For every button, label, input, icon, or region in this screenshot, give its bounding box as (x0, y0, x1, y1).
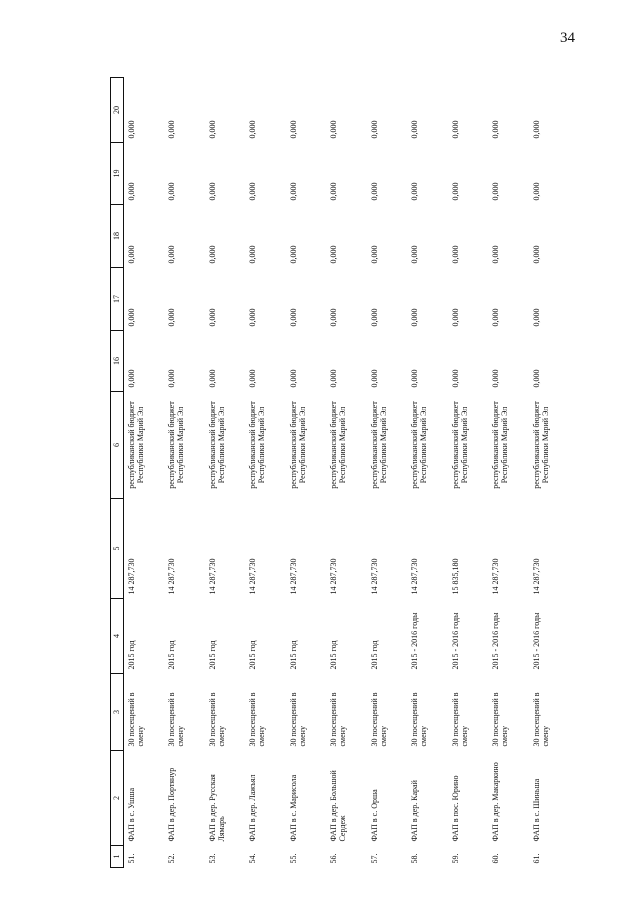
value-col-20: 0,000 (329, 120, 338, 139)
value-col-16: 0,000 (369, 369, 379, 388)
facility-name: ФАП в пос. Юрино (450, 775, 460, 842)
value-col-18: 0,000 (248, 245, 257, 264)
value-col-17: 0,000 (167, 308, 176, 327)
value-col-16: 0,000 (491, 369, 500, 388)
value-col-17: 0,000 (491, 308, 500, 327)
cost-cell: 14 287,730 (127, 558, 136, 595)
row-number: 54. (248, 853, 257, 864)
period-cell: 2015 год (288, 640, 298, 670)
rotated-table-wrapper (110, 78, 600, 868)
facility-name: ФАП в с. Ушша (127, 787, 136, 842)
value-col-19: 0,000 (450, 182, 460, 201)
row-number: 52. (167, 853, 176, 864)
row-number: 58. (410, 853, 419, 864)
value-col-16: 0,000 (248, 369, 257, 388)
value-col-20: 0,000 (207, 120, 217, 139)
facility-name: ФАП в с. Марисола (288, 774, 298, 842)
cost-cell: 14 287,730 (207, 558, 217, 595)
cost-cell: 14 287,730 (167, 558, 176, 595)
value-col-20: 0,000 (531, 120, 541, 139)
period-cell: 2015 - 2016 годы (491, 612, 500, 670)
table-row (407, 78, 448, 868)
header-cell: 17 (111, 268, 124, 331)
row-number: 53. (207, 853, 217, 864)
value-col-19: 0,000 (127, 182, 136, 201)
value-col-17: 0,000 (207, 308, 217, 327)
table-body (124, 78, 570, 868)
cost-cell: 14 287,730 (531, 558, 541, 595)
table-row (286, 78, 327, 868)
header-cell: 20 (111, 78, 124, 143)
value-col-20: 0,000 (491, 120, 500, 139)
header-cell: 16 (111, 331, 124, 392)
table-row (245, 78, 286, 868)
capacity-cell: 30 посещений в смену (450, 692, 469, 747)
header-cell: 4 (111, 599, 124, 674)
capacity-cell: 30 посещений в смену (329, 692, 348, 747)
table-row (164, 78, 205, 868)
page-number: 34 (560, 30, 575, 46)
value-col-16: 0,000 (410, 369, 419, 388)
value-col-19: 0,000 (410, 182, 419, 201)
value-col-20: 0,000 (288, 120, 298, 139)
capacity-cell: 30 посещений в смену (491, 692, 510, 747)
capacity-cell: 30 посещений в смену (288, 692, 307, 747)
header-cell: 5 (111, 499, 124, 599)
period-cell: 2015 год (329, 640, 338, 670)
funding-source-cell: республиканский бюджет Республики Марий Эл (329, 401, 348, 489)
period-cell: 2015 - 2016 годы (531, 612, 541, 670)
value-col-20: 0,000 (450, 120, 460, 139)
value-col-17: 0,000 (127, 308, 136, 327)
facility-name: ФАП в дер. Карай (410, 780, 419, 842)
value-col-18: 0,000 (167, 245, 176, 264)
funding-source-cell: республиканский бюджет Республики Марий Эл (288, 401, 307, 489)
capacity-cell: 30 посещений в смену (207, 692, 226, 747)
period-cell: 2015 - 2016 годы (410, 612, 419, 670)
value-col-17: 0,000 (248, 308, 257, 327)
table-row (448, 78, 489, 868)
value-col-19: 0,000 (207, 182, 217, 201)
value-col-18: 0,000 (207, 245, 217, 264)
funding-source-cell: республиканский бюджет Республики Марий Эл (410, 401, 429, 489)
period-cell: 2015 год (207, 640, 217, 670)
facility-name: ФАП в дер. Русская Лямарь (207, 774, 226, 842)
funding-source-cell: республиканский бюджет Республики Марий Эл (531, 401, 550, 489)
funding-source-cell: республиканский бюджет Республики Марий Эл (127, 401, 146, 489)
period-cell: 2015 год (369, 640, 379, 670)
value-col-19: 0,000 (369, 182, 379, 201)
header-cell: 2 (111, 751, 124, 846)
value-col-19: 0,000 (248, 182, 257, 201)
period-cell: 2015 - 2016 годы (450, 612, 460, 670)
value-col-17: 0,000 (531, 308, 541, 327)
value-col-16: 0,000 (450, 369, 460, 388)
cost-cell: 14 287,730 (329, 558, 338, 595)
table-row (124, 78, 165, 868)
cost-cell: 15 835,180 (450, 558, 460, 595)
value-col-17: 0,000 (450, 308, 460, 327)
header-cell: 6 (111, 392, 124, 499)
capacity-cell: 30 посещений в смену (127, 692, 146, 747)
funding-source-cell: республиканский бюджет Республики Марий Эл (167, 401, 186, 489)
value-col-19: 0,000 (491, 182, 500, 201)
value-col-17: 0,000 (329, 308, 338, 327)
row-number: 57. (369, 853, 379, 864)
capacity-cell: 30 посещений в смену (248, 692, 267, 747)
value-col-20: 0,000 (410, 120, 419, 139)
table-row (205, 78, 246, 868)
facility-name: ФАП в дер. Лажъял (248, 774, 257, 842)
row-number: 61. (531, 853, 541, 864)
row-number: 60. (491, 853, 500, 864)
capacity-cell: 30 посещений в смену (531, 692, 550, 747)
table-row (326, 78, 367, 868)
value-col-16: 0,000 (167, 369, 176, 388)
value-col-19: 0,000 (288, 182, 298, 201)
value-col-20: 0,000 (127, 120, 136, 139)
cost-cell: 14 287,730 (369, 558, 379, 595)
row-number: 59. (450, 853, 460, 864)
table-row (367, 78, 408, 868)
value-col-16: 0,000 (288, 369, 298, 388)
value-col-19: 0,000 (329, 182, 338, 201)
value-col-17: 0,000 (288, 308, 298, 327)
cost-cell: 14 287,730 (410, 558, 419, 595)
value-col-18: 0,000 (288, 245, 298, 264)
value-col-18: 0,000 (531, 245, 541, 264)
value-col-16: 0,000 (207, 369, 217, 388)
capacity-cell: 30 посещений в смену (369, 692, 388, 747)
value-col-20: 0,000 (248, 120, 257, 139)
row-number: 55. (288, 853, 298, 864)
table-header (111, 78, 124, 868)
cost-cell: 14 287,730 (288, 558, 298, 595)
value-col-20: 0,000 (369, 120, 379, 139)
header-cell: 1 (111, 846, 124, 868)
value-col-19: 0,000 (531, 182, 541, 201)
header-cell: 3 (111, 674, 124, 751)
row-number: 51. (127, 853, 136, 864)
value-col-18: 0,000 (369, 245, 379, 264)
period-cell: 2015 год (248, 640, 257, 670)
funding-source-cell: республиканский бюджет Республики Марий Эл (207, 401, 226, 489)
facility-name: ФАП в дер. Большой Сердеж (329, 770, 348, 842)
table-row (529, 78, 570, 868)
facility-name: ФАП в с. Орша (369, 789, 379, 842)
facility-name: ФАП в дер. Портянур (167, 767, 176, 842)
facility-name: ФАП в дер. Макаркино (491, 762, 500, 842)
value-col-18: 0,000 (450, 245, 460, 264)
value-col-17: 0,000 (410, 308, 419, 327)
header-cell: 18 (111, 205, 124, 268)
header-cell: 19 (111, 143, 124, 205)
value-col-18: 0,000 (410, 245, 419, 264)
cost-cell: 14 287,730 (491, 558, 500, 595)
facility-name: ФАП в с. Шиньша (531, 778, 541, 842)
row-number: 56. (329, 853, 338, 864)
value-col-16: 0,000 (329, 369, 338, 388)
funding-source-cell: республиканский бюджет Республики Марий Эл (248, 401, 267, 489)
value-col-16: 0,000 (531, 369, 541, 388)
period-cell: 2015 год (127, 640, 136, 670)
funding-source-cell: республиканский бюджет Республики Марий Эл (450, 401, 469, 489)
capacity-cell: 30 посещений в смену (167, 692, 186, 747)
capacity-cell: 30 посещений в смену (410, 692, 429, 747)
table-row (488, 78, 529, 868)
funding-source-cell: республиканский бюджет Республики Марий Эл (369, 401, 388, 489)
cost-cell: 14 287,730 (248, 558, 257, 595)
funding-source-cell: республиканский бюджет Республики Марий Эл (491, 401, 510, 489)
value-col-16: 0,000 (127, 369, 136, 388)
program-table (110, 77, 569, 868)
value-col-18: 0,000 (329, 245, 338, 264)
value-col-17: 0,000 (369, 308, 379, 327)
value-col-18: 0,000 (127, 245, 136, 264)
period-cell: 2015 год (167, 640, 176, 670)
value-col-20: 0,000 (167, 120, 176, 139)
value-col-18: 0,000 (491, 245, 500, 264)
value-col-19: 0,000 (167, 182, 176, 201)
